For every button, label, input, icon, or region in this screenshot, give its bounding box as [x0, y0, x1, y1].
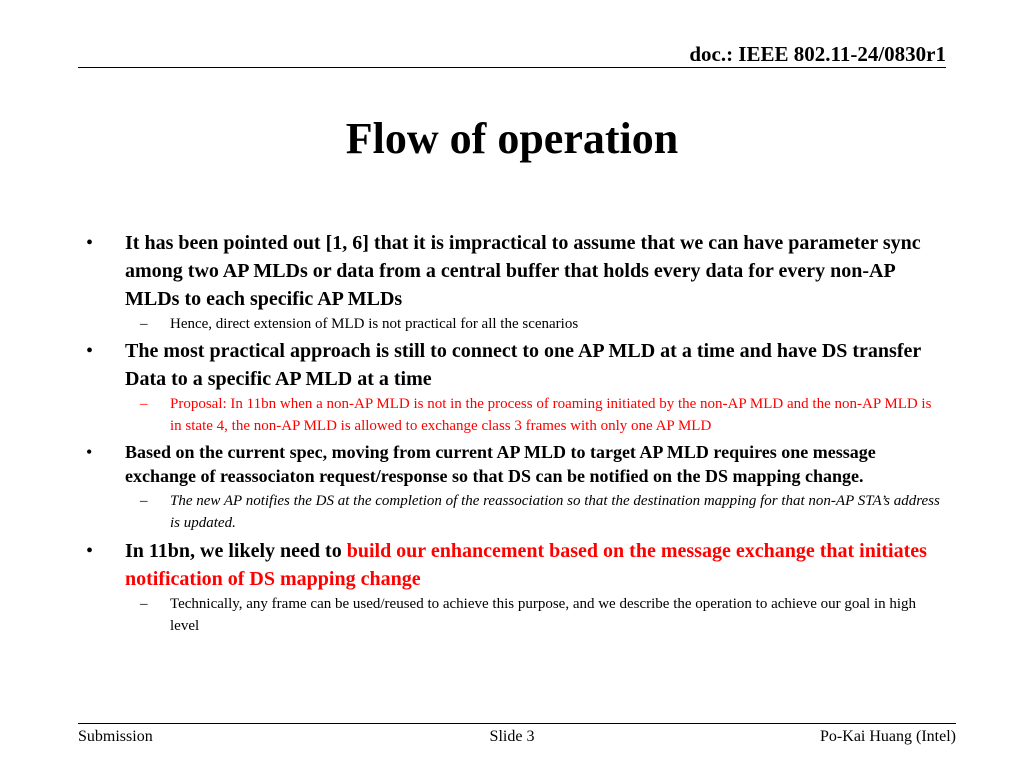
sub-bullet-text: Hence, direct extension of MLD is not practical for all the scenarios — [170, 316, 579, 332]
sub-bullet-item — [80, 490, 940, 534]
dash-marker: – — [140, 493, 148, 509]
footer-divider — [78, 723, 956, 724]
bullet-marker: • — [86, 340, 94, 362]
document-id: doc.: IEEE 802.11-24/0830r1 — [689, 42, 946, 66]
sub-bullet-item-proposal — [80, 393, 940, 437]
footer-slide-number: Slide 3 — [489, 728, 535, 745]
sub-bullet-text: The new AP notifies the DS at the completion of the reassociation so that the destination mapping for that non-AP STA’s address is updated. — [170, 493, 940, 531]
slide-body — [80, 229, 940, 637]
bullet-text: Based on the current spec, moving from current AP MLD to target AP MLD requires one message exchange of reassociaton request/response so that DS can be notified on the DS mapping change. — [125, 442, 876, 486]
bullet-text-plain: In 11bn, we likely need to — [125, 540, 347, 562]
footer-submission: Submission — [78, 728, 153, 745]
bullet-text: The most practical approach is still to connect to one AP MLD at a time and have DS transfer Data to a specific AP MLD at a time — [125, 340, 921, 390]
bullet-text: It has been pointed out [1, 6] that it is impractical to assume that we can have parameter sync among two AP MLDs or data from a central buffer that holds every data for every non-AP MLDs to each specific AP MLDs — [125, 232, 921, 310]
header-divider — [78, 67, 946, 68]
bullet-marker: • — [86, 232, 94, 254]
bullet-item — [80, 337, 940, 393]
bullet-item — [80, 537, 940, 593]
dash-marker: – — [140, 316, 148, 332]
dash-marker: – — [140, 396, 148, 412]
dash-marker: – — [140, 596, 148, 612]
sub-bullet-text: Technically, any frame can be used/reused to achieve this purpose, and we describe the operation to achieve our goal in high level — [170, 596, 917, 634]
sub-bullet-item — [80, 593, 940, 637]
sub-bullet-text: Proposal: In 11bn when a non-AP MLD is not in the process of roaming initiated by the non-AP MLD and the non-AP MLD is in state 4, the non-AP MLD is allowed to exchange class 3 frames with only one AP MLD — [170, 396, 932, 434]
bullet-item — [80, 229, 940, 313]
bullet-marker: • — [86, 442, 93, 462]
sub-bullet-item — [80, 313, 940, 335]
slide-title: Flow of operation — [345, 114, 679, 163]
bullet-item — [80, 440, 940, 488]
footer-author: Po-Kai Huang (Intel) — [820, 728, 956, 745]
bullet-text-highlight: build our enhancement based on the message exchange that initiates notification of DS mapping change — [125, 540, 927, 590]
bullet-marker: • — [86, 540, 94, 562]
